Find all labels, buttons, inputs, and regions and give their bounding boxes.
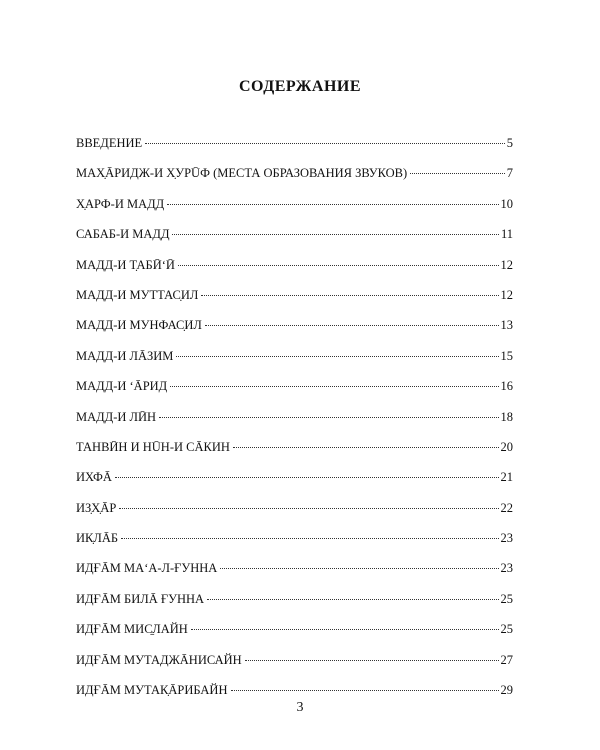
dot-leader	[145, 143, 505, 144]
toc-entry	[76, 349, 513, 379]
toc-entry	[76, 653, 513, 683]
toc-entry-title: МАДД-И МУНФАС̣ИЛ	[76, 318, 202, 333]
toc-entry-page: 12	[500, 257, 513, 272]
toc-entry-page: 5	[506, 136, 513, 150]
toc-entry	[76, 592, 513, 622]
toc-entry-page: 29	[500, 683, 513, 698]
toc-entry-page: 20	[500, 439, 513, 454]
toc-entry-title: ИДҒĀМ МУТАК̣ĀРИБАЙН	[76, 683, 228, 698]
toc-entry-page: 7	[506, 166, 513, 181]
toc-entry	[76, 561, 513, 591]
dot-leader	[170, 386, 498, 387]
dot-leader	[201, 295, 498, 296]
dot-leader	[159, 417, 498, 418]
table-of-contents	[76, 136, 513, 713]
toc-entry	[76, 166, 513, 196]
dot-leader	[167, 204, 498, 205]
toc-entry-title: МАДД-И ЛӢН	[76, 409, 157, 424]
toc-entry	[76, 622, 513, 652]
toc-entry-title: ТАНВӢН И НŪН-И СĀКИН	[76, 439, 230, 454]
toc-entry-title: Х̣АРФ-И МАДД	[76, 196, 165, 211]
dot-leader	[119, 508, 498, 509]
toc-entry	[76, 318, 513, 348]
toc-entry	[76, 136, 513, 166]
dot-leader	[245, 660, 499, 661]
toc-entry-title: ИДҒĀМ БИЛĀ ҒУННА	[76, 591, 205, 606]
toc-entry-title: ИК̣ЛĀБ	[76, 531, 119, 546]
toc-entry	[76, 197, 513, 227]
toc-entry-page: 25	[500, 622, 513, 637]
toc-entry-page: 22	[500, 500, 513, 515]
toc-entry	[76, 531, 513, 561]
toc-entry	[76, 227, 513, 257]
toc-entry-page: 13	[500, 318, 513, 333]
toc-entry-title: ВВЕДЕНИЕ	[76, 136, 143, 150]
dot-leader	[231, 690, 499, 691]
toc-entry-title: МАДД-И МУТТАС̣ИЛ	[76, 287, 199, 302]
dot-leader	[207, 599, 498, 600]
dot-leader	[191, 629, 499, 630]
toc-entry-title: МАДД-И ʻĀРИД	[76, 379, 168, 394]
toc-entry-page: 11	[500, 227, 513, 242]
toc-entry-title: МАХ̣ĀРИДЖ-И Х̣УРŪФ (МЕСТА ОБРАЗОВАНИЯ ЗВУКОВ)	[76, 166, 408, 181]
toc-entry-title: МАДД-И Т̣АБӢʻӢ	[76, 257, 175, 272]
toc-entry-page: 23	[500, 531, 513, 546]
toc-entry	[76, 258, 513, 288]
toc-entry	[76, 440, 513, 470]
toc-entry-title: ИХФĀ	[76, 470, 112, 485]
toc-entry-title: ИЗ̣Х̣ĀР	[76, 500, 117, 515]
toc-entry	[76, 501, 513, 531]
dot-leader	[178, 265, 499, 266]
toc-entry-title: ИДҒĀМ МУТАДЖĀНИСАЙН	[76, 652, 242, 667]
toc-entry-title: САБАБ-И МАДД	[76, 227, 170, 242]
dot-leader	[233, 447, 499, 448]
dot-leader	[410, 173, 505, 174]
dot-leader	[121, 538, 498, 539]
toc-entry-page: 12	[500, 287, 513, 302]
toc-entry-page: 27	[500, 652, 513, 667]
toc-entry	[76, 410, 513, 440]
dot-leader	[115, 477, 499, 478]
toc-entry-page: 18	[500, 409, 513, 424]
toc-entry-page: 23	[500, 561, 513, 576]
dot-leader	[172, 234, 498, 235]
dot-leader	[220, 568, 498, 569]
toc-entry-page: 16	[500, 379, 513, 394]
toc-entry-title: МАДД-И ЛĀЗИМ	[76, 348, 174, 363]
toc-entry-page: 21	[500, 470, 513, 485]
toc-entry	[76, 470, 513, 500]
toc-entry-title: ИДҒĀМ МИС̱ЛАЙН	[76, 622, 188, 637]
toc-entry-title: ИДҒĀМ МАʻА-Л-ҒУННА	[76, 561, 218, 576]
dot-leader	[205, 325, 499, 326]
toc-entry-page: 15	[500, 348, 513, 363]
toc-entry-page: 10	[500, 196, 513, 211]
toc-entry-page: 25	[500, 591, 513, 606]
toc-entry	[76, 288, 513, 318]
page-title: СОДЕРЖАНИЕ	[238, 78, 362, 95]
page-number: 3	[296, 700, 304, 715]
dot-leader	[176, 356, 498, 357]
toc-entry	[76, 379, 513, 409]
